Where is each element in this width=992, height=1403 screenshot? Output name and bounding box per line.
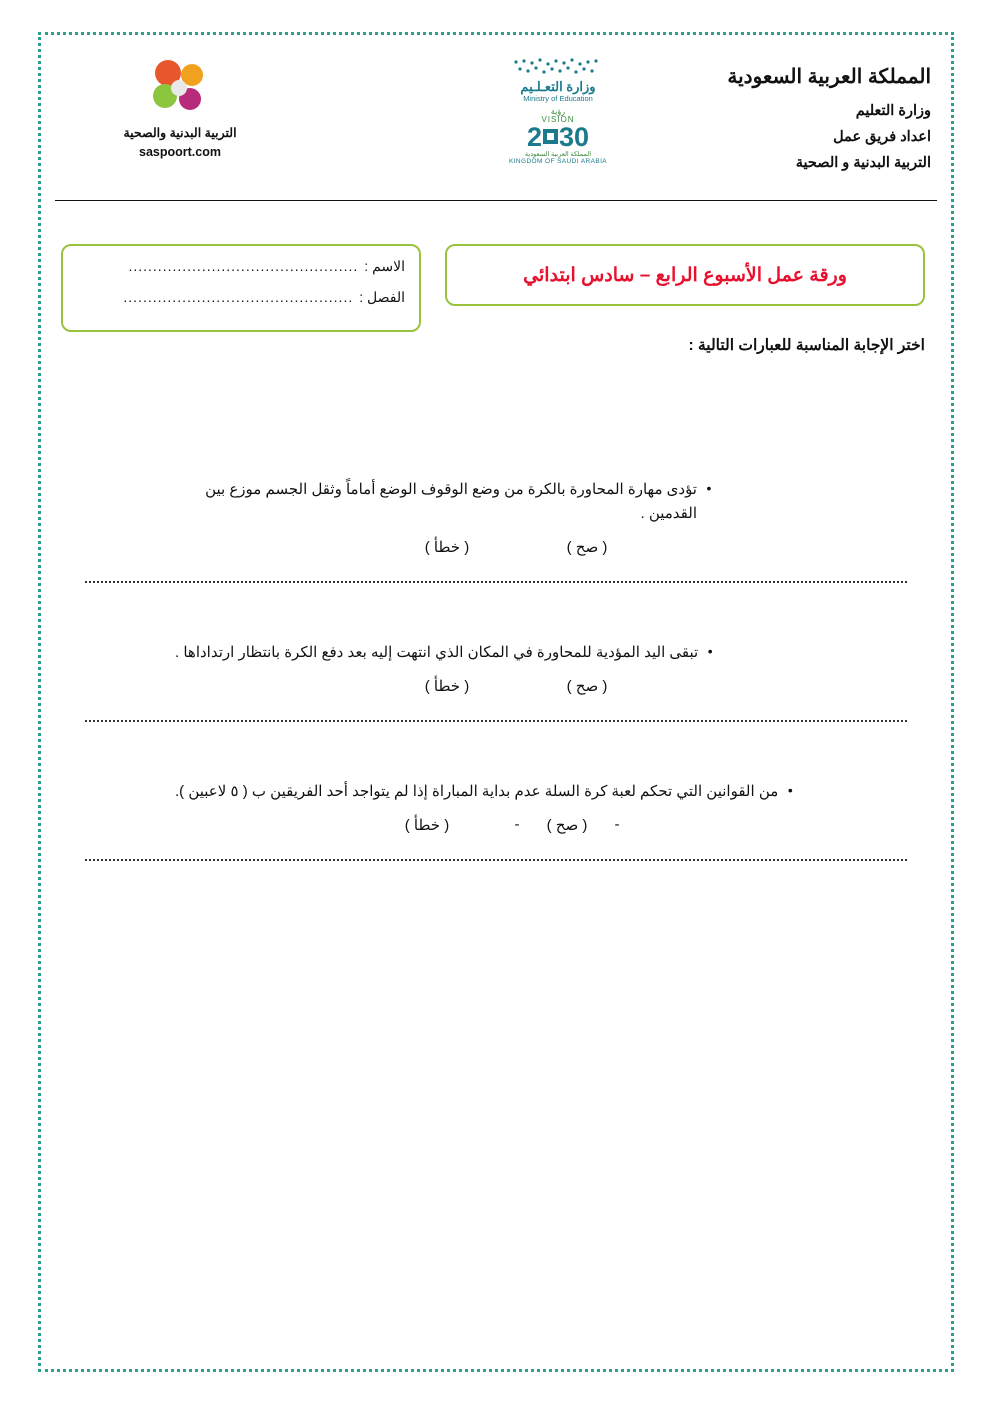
question-text: تؤدى مهارة المحاورة بالكرة من وضع الوقوف الوضع أماماً وثقل الجسم موزع بين القدمين . bbox=[205, 481, 697, 522]
bullet-icon: • bbox=[787, 782, 793, 798]
option-true[interactable]: ( صح ) bbox=[566, 678, 608, 695]
answer-line[interactable] bbox=[85, 719, 907, 722]
question-options bbox=[55, 538, 937, 556]
document-header bbox=[55, 48, 937, 198]
header-divider bbox=[55, 200, 937, 201]
option-false[interactable]: ( خطأ ) bbox=[424, 539, 470, 556]
question-text: تبقى اليد المؤدية للمحاورة في المكان الذي انتهت إليه بعد دفع الكرة بانتظار ارتداداها . bbox=[175, 644, 699, 661]
saspoort-logo bbox=[75, 60, 285, 162]
question-options bbox=[55, 677, 937, 695]
vision-label-en: VISION bbox=[541, 115, 575, 125]
worksheet-title: ورقة عمل الأسبوع الرابع – سادس ابتدائي bbox=[523, 264, 847, 286]
option-spacer bbox=[517, 538, 557, 556]
moe-name-ar: وزارة التعـلـيم bbox=[520, 79, 596, 94]
logo-caption-ar: التربية البدنية والصحية bbox=[123, 126, 237, 140]
logo-caption bbox=[75, 124, 285, 162]
questions-list bbox=[55, 478, 937, 919]
ministry-line: وزارة التعليم bbox=[855, 103, 931, 119]
question-options bbox=[55, 816, 937, 834]
question-item bbox=[55, 478, 937, 583]
question-item bbox=[55, 641, 937, 722]
question-item bbox=[55, 780, 937, 861]
name-label: الاسم : bbox=[364, 258, 405, 274]
option-spacer bbox=[517, 677, 557, 695]
option-false[interactable]: ( خطأ ) bbox=[404, 817, 450, 834]
option-spacer bbox=[477, 677, 517, 695]
flower-logo-icon bbox=[151, 60, 209, 118]
option-dash: - bbox=[614, 816, 620, 833]
answer-line[interactable] bbox=[85, 858, 907, 861]
name-input-line[interactable]: ............................................... bbox=[128, 258, 359, 274]
option-spacer bbox=[457, 816, 497, 834]
vision-kingdom-ar: المملكة العربية السعودية bbox=[524, 151, 592, 159]
class-field-row[interactable] bbox=[77, 289, 405, 306]
option-true[interactable]: ( صح ) bbox=[546, 817, 588, 834]
bullet-icon: • bbox=[706, 480, 712, 496]
vision-kingdom-en: KINGDOM OF SAUDI ARABIA bbox=[508, 158, 608, 166]
option-dash: - bbox=[514, 816, 520, 833]
department-line: التربية البدنية و الصحية bbox=[795, 155, 931, 171]
worksheet-title-box bbox=[445, 244, 925, 306]
instruction-text: اختر الإجابة المناسبة للعبارات التالية : bbox=[688, 337, 925, 354]
logo-site-url: saspoort.com bbox=[139, 144, 221, 159]
answer-line[interactable] bbox=[85, 580, 907, 583]
title-and-info-row bbox=[55, 210, 937, 305]
header-text-block bbox=[727, 64, 931, 181]
page-content bbox=[55, 48, 937, 1356]
vision-number: 2 30 bbox=[526, 122, 590, 153]
kingdom-title: المملكة العربية السعودية bbox=[727, 66, 931, 88]
class-input-line[interactable]: ............................................... bbox=[123, 289, 354, 305]
name-field-row[interactable] bbox=[77, 258, 405, 275]
moe-dots-icon bbox=[510, 58, 606, 78]
student-info-box bbox=[61, 244, 421, 332]
option-false[interactable]: ( خطأ ) bbox=[424, 678, 470, 695]
vision-label-ar: رؤية bbox=[550, 106, 566, 116]
bullet-icon: • bbox=[707, 643, 713, 659]
class-label: الفصل : bbox=[359, 289, 405, 305]
ministry-of-education-logo bbox=[463, 58, 653, 165]
prepared-by-line: اعداد فريق عمل bbox=[833, 129, 931, 145]
option-true[interactable]: ( صح ) bbox=[566, 539, 608, 556]
question-text: من القوانين التي تحكم لعبة كرة السلة عدم بداية المباراة إذا لم يتواجد أحد الفريقين ب ( ٥ لاعبين ). bbox=[175, 783, 779, 800]
moe-name-en: Ministry of Education bbox=[523, 94, 593, 104]
option-spacer bbox=[477, 538, 517, 556]
